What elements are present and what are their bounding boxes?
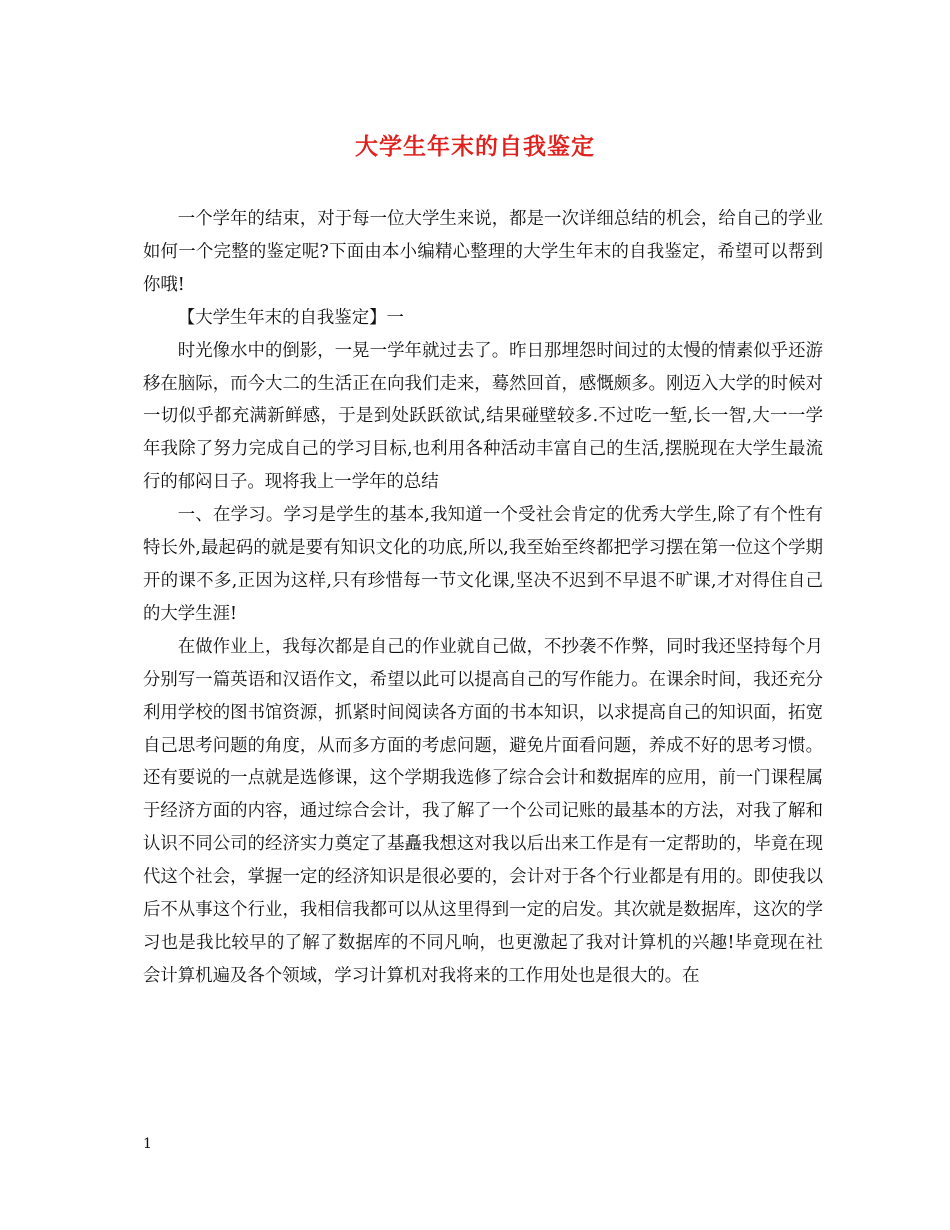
document-title: 大学生年末的自我鉴定 <box>355 133 595 160</box>
paragraph-intro: 一个学年的结束，对于每一位大学生来说，都是一次详细总结的机会，给自己的学业如何一个完整的鉴定呢?下面由本小编精心整理的大学生年末的自我鉴定，希望可以帮到你哦! <box>143 209 823 295</box>
paragraph-3: 在做作业上，我每次都是自己的作业就自己做，不抄袭不作弊，同时我还坚持每个月分别写一篇英语和汉语作文，希望以此可以提高自己的写作能力。在课余时间，我还充分利用学校的图书馆资源，抓紧时间阅读各方面的书本知识，以求提高自己的知识面，拓宽自己思考问题的角度，从而多方面的考虑问题，避免片面看问题，养成不好的思考习惯。还有要说的一点就是选修课，这个学期我选修了综合会计和数据库的应用，前一门课程属于经济方面的内容，通过综合会计，我了解了一个公司记账的最基本的方法，对我了解和认识不同公司的经济实力奠定了基矗我想这对我以后出来工作是有一定帮助的，毕竟在现代这个社会，掌握一定的经济知识是很必要的，会计对于各个行业都是有用的。即使我以后不从事这个行业，我相信我都可以从这里得到一定的启发。其次就是数据库，这次的学习也是我比较早的了解了数据库的不同凡响，也更激起了我对计算机的兴趣!毕竟现在社会计算机遍及各个领域，学习计算机对我将来的工作用处也是很大的。在 <box>143 636 823 986</box>
document-body <box>143 203 823 993</box>
paragraph-1: 时光像水中的倒影，一晃一学年就过去了。昨日那埋怨时间过的太慢的情素似乎还游移在脑际，而今大二的生活正在向我们走来，蓦然回首，感慨颇多。刚迈入大学的时候对一切似乎都充满新鲜感，于是到处跃跃欲试,结果碰壁较多.不过吃一堑,长一智,大一一学年我除了努力完成自己的学习目标,也利用各种活动丰富自己的生活,摆脱现在大学生最流行的郁闷日子。现将我上一学年的总结 <box>143 340 823 493</box>
section-heading: 【大学生年末的自我鉴定】一 <box>177 307 404 328</box>
page-number: 1 <box>143 1136 152 1152</box>
paragraph-2: 一、在学习。学习是学生的基本,我知道一个受社会肯定的优秀大学生,除了有个性有特长外,最起码的就是要有知识文化的功底,所以,我至始至终都把学习摆在第一位这个学期开的课不多,正因为这样,只有珍惜每一节文化课,坚决不迟到不早退不旷课,才对得住自己的大学生涯! <box>143 505 823 624</box>
